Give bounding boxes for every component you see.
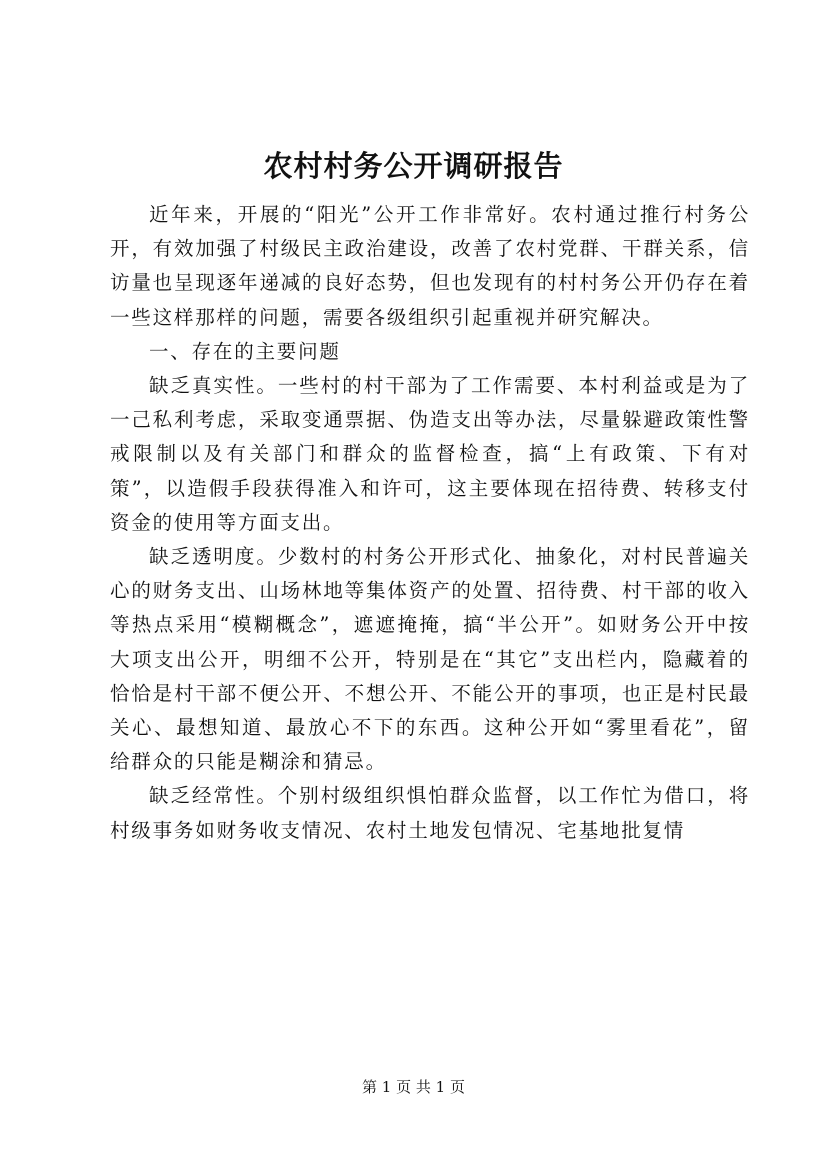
paragraph-authenticity: 缺乏真实性。一些村的村干部为了工作需要、本村利益或是为了一己私利考虑，采取变通票据、伪造支出等办法，尽量躲避政策性警戒限制以及有关部门和群众的监督检查，搞“上有政策、下有对策”，以造假手段获得准入和许可，这主要体现在招待费、转移支付资金的使用等方面支出。 — [110, 374, 750, 534]
section-heading: 一、存在的主要问题 — [149, 339, 341, 363]
page-number-footer: 第 1 页 共 1 页 — [362, 1078, 465, 1096]
document-body — [110, 198, 750, 848]
document-title: 农村村务公开调研报告 — [263, 149, 564, 183]
paragraph-regularity: 缺乏经常性。个别村级组织惧怕群众监督，以工作忙为借口，将村级事务如财务收支情况、农村土地发包情况、宅基地批复情 — [110, 784, 750, 842]
paragraph-transparency: 缺乏透明度。少数村的村务公开形式化、抽象化，对村民普遍关心的财务支出、山场林地等集体资产的处置、招待费、村干部的收入等热点采用“模糊概念”，遮遮掩掩，搞“半公开”。如财务公开中按大项支出公开，明细不公开，特别是在“其它”支出栏内，隐藏着的恰恰是村干部不便公开、不想公开、不能公开的事项，也正是村民最关心、最想知道、最放心不下的东西。这种公开如“雾里看花”，留给群众的只能是糊涂和猜忌。 — [110, 545, 750, 774]
paragraph-intro: 近年来，开展的“阳光”公开工作非常好。农村通过推行村务公开，有效加强了村级民主政治建设，改善了农村党群、干群关系，信访量也呈现逐年递减的良好态势，但也发现有的村村务公开仍存在着一些这样那样的问题，需要各级组织引起重视并研究解决。 — [110, 203, 750, 329]
